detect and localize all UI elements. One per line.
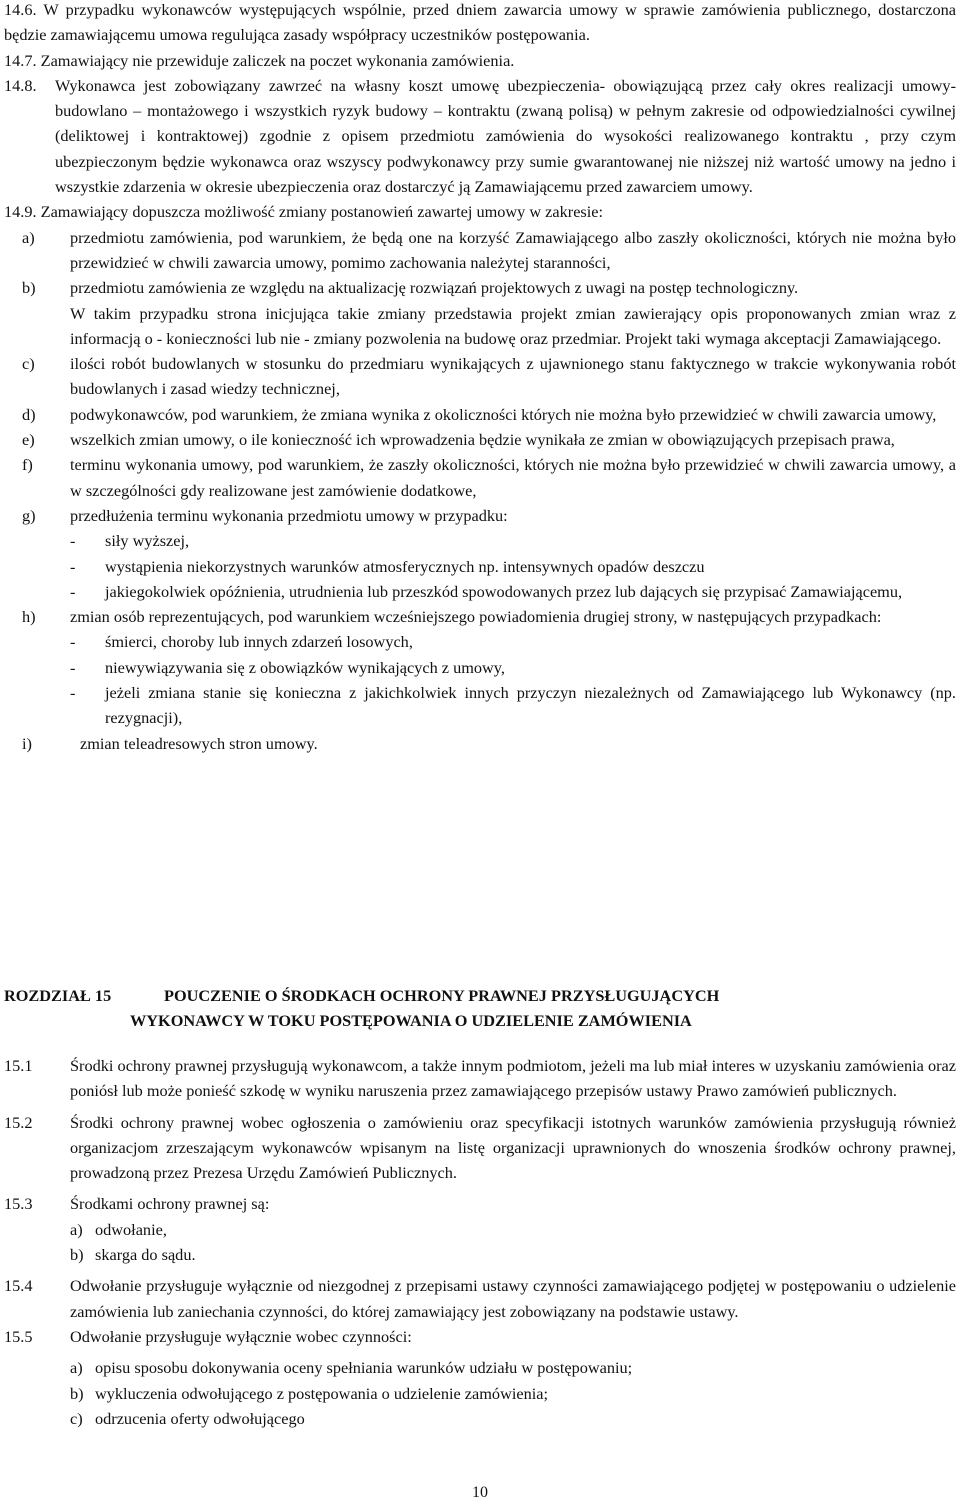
paragraph-number: 15.3 bbox=[4, 1194, 33, 1214]
paragraph-15-5 bbox=[4, 1324, 956, 1349]
paragraph-text: Wykonawca jest zobowiązany zawrzeć na własny koszt umowę ubezpieczenia- obowiązującą przez cały okres realizacji umowy-budowlano – montażowego i wszystkich ryzyk budowy – kontraktu (zwaną polisą) w pełnym zakresie od odpowiedzialności cywilnej (deliktowej i kontraktowej) zgodnie z opisem przedmiotu zamówienia do wysokości realizowanego kontraktu , przy czym ubezpieczonym będzie wykonawca oraz wszyscy podwykonawcy przy sumie gwarantowanej nie niższej niż wartość umowy na jedno i wszystkie zdarzenia w okresie ubezpieczenia oraz dostarczyć ją Zamawiającemu przed zawarciem umowy. bbox=[55, 75, 956, 197]
list-item bbox=[4, 1406, 956, 1431]
dash-text: jakiegokolwiek opóźnienia, utrudnienia lub przeszkód spowodowanych przez lub dających się przypisać Zamawiającemu, bbox=[105, 581, 903, 601]
list-item bbox=[4, 402, 956, 427]
section-14-continued bbox=[4, 0, 956, 756]
paragraph-number: 14.7. bbox=[4, 50, 37, 70]
list-text: ilości robót budowlanych w stosunku do przedmiaru wynikających z ujawnionego stanu faktycznego w trakcie wykonywania robót budowlanych i zasad wiedzy technicznej, bbox=[70, 354, 956, 399]
dash-marker: - bbox=[70, 683, 76, 703]
paragraph-text: W przypadku wykonawców występujących wspólnie, przed dniem zawarcia umowy w sprawie zamówienia publicznego, dostarczona będzie zamawiającemu umowa regulująca zasady współpracy uczestników postępowania. bbox=[4, 0, 956, 45]
list-label: b) bbox=[70, 1245, 84, 1265]
list-text: skarga do sądu. bbox=[95, 1245, 196, 1265]
dash-text: siły wyższej, bbox=[105, 531, 190, 551]
list-label: d) bbox=[22, 404, 36, 424]
list-label: b) bbox=[70, 1383, 84, 1403]
list-label: b) bbox=[22, 278, 36, 298]
paragraph-15-2 bbox=[4, 1110, 956, 1186]
list-text: przedmiotu zamówienia ze względu na aktualizację rozwiązań projektowych z uwagi na postęp technologiczny. bbox=[70, 278, 799, 298]
paragraph-number: 15.2 bbox=[4, 1112, 33, 1132]
paragraph-15-4 bbox=[4, 1273, 956, 1324]
paragraph-14-8 bbox=[4, 73, 956, 199]
list-label: c) bbox=[22, 354, 35, 374]
dash-text: śmierci, choroby lub innych zdarzeń losowych, bbox=[105, 632, 413, 652]
paragraph-15-1 bbox=[4, 1053, 956, 1104]
dash-text: jeżeli zmiana stanie się konieczna z jakichkolwiek innych przyczyn niezależnych od Zamawiającego lub Wykonawcy (np. rezygnacji), bbox=[105, 683, 956, 728]
dash-item bbox=[4, 528, 956, 553]
section-15 bbox=[4, 1053, 956, 1431]
dash-item bbox=[4, 655, 956, 680]
list-label: i) bbox=[22, 733, 32, 753]
dash-marker: - bbox=[70, 531, 76, 551]
list-text: wykluczenia odwołującego z postępowania o udzielenie zamówienia; bbox=[95, 1383, 548, 1403]
paragraph-number: 15.4 bbox=[4, 1276, 33, 1296]
dash-marker: - bbox=[70, 657, 76, 677]
list-text: przedmiotu zamówienia, pod warunkiem, że będą one na korzyść Zamawiającego albo zaszły okoliczności, których nie można było przewidzieć w chwili zawarcia umowy, pomimo zachowania należytej staranności, bbox=[70, 227, 956, 272]
dash-marker: - bbox=[70, 632, 76, 652]
paragraph-number: 15.1 bbox=[4, 1056, 33, 1075]
list-item bbox=[4, 604, 956, 629]
list-item bbox=[4, 275, 956, 351]
paragraph-number: 14.6. bbox=[4, 0, 37, 19]
page-number: 10 bbox=[472, 1484, 488, 1501]
list-text: odwołanie, bbox=[95, 1219, 167, 1239]
dash-marker: - bbox=[70, 556, 76, 576]
list-item bbox=[4, 225, 956, 276]
paragraph-15-3 bbox=[4, 1191, 956, 1216]
list-item bbox=[4, 503, 956, 528]
list-label: e) bbox=[22, 430, 35, 450]
dash-item bbox=[4, 629, 956, 654]
paragraph-text: Środki ochrony prawnej przysługują wykonawcom, a także innym podmiotom, jeżeli ma lub miał interes w uzyskaniu zamówienia oraz poniósł lub może ponieść szkodę w wyniku naruszenia przez zamawiającego przepisów ustawy Prawo zamówień publicznych. bbox=[70, 1056, 956, 1101]
list-item bbox=[4, 351, 956, 402]
list-label: a) bbox=[22, 227, 35, 247]
paragraph-14-9 bbox=[4, 199, 956, 224]
list-item bbox=[4, 427, 956, 452]
chapter-heading bbox=[4, 983, 956, 1033]
list-text: zmian teleadresowych stron umowy. bbox=[80, 733, 318, 753]
dash-marker: - bbox=[70, 581, 76, 601]
paragraph-text: Odwołanie przysługuje wyłącznie wobec czynności: bbox=[70, 1326, 412, 1346]
dash-text: niewywiązywania się z obowiązków wynikających z umowy, bbox=[105, 657, 505, 677]
dash-item bbox=[4, 554, 956, 579]
list-text: opisu sposobu dokonywania oceny spełniania warunków udziału w postępowaniu; bbox=[95, 1358, 633, 1378]
list-item bbox=[4, 452, 956, 503]
list-label: h) bbox=[22, 607, 36, 627]
list-item bbox=[4, 1242, 956, 1267]
paragraph-text: Zamawiający nie przewiduje zaliczek na poczet wykonania zamówienia. bbox=[40, 50, 515, 70]
list-label: a) bbox=[70, 1219, 83, 1239]
list-text: terminu wykonania umowy, pod warunkiem, że zaszły okoliczności, których nie można było przewidzieć w chwili zawarcia umowy, a w szczególności gdy realizowane jest zamówienie dodatkowe, bbox=[70, 455, 956, 500]
list-label: a) bbox=[70, 1358, 83, 1378]
list-text: podwykonawców, pod warunkiem, że zmiana wynika z okoliczności których nie można było przewidzieć w chwili zawarcia umowy, bbox=[70, 404, 937, 424]
list-label: g) bbox=[22, 505, 36, 525]
list-text: odrzucenia oferty odwołującego bbox=[95, 1408, 305, 1428]
list-label: f) bbox=[22, 455, 33, 475]
chapter-title-line-2: WYKONAWCY W TOKU POSTĘPOWANIA O UDZIELENIE ZAMÓWIENIA bbox=[130, 1011, 692, 1030]
list-text: zmian osób reprezentujących, pod warunkiem wcześniejszego powiadomienia drugiej strony, w następujących przypadkach: bbox=[70, 607, 882, 627]
list-item bbox=[4, 1355, 956, 1380]
paragraph-14-6 bbox=[4, 0, 956, 48]
list-text: przedłużenia terminu wykonania przedmiotu umowy w przypadku: bbox=[70, 505, 508, 525]
dash-text: wystąpienia niekorzystnych warunków atmosferycznych np. intensywnych opadów deszczu bbox=[105, 556, 705, 576]
list-item bbox=[4, 1381, 956, 1406]
paragraph-text: Środkami ochrony prawnej są: bbox=[70, 1194, 270, 1214]
dash-item bbox=[4, 680, 956, 731]
chapter-title-line-1: POUCZENIE O ŚRODKACH OCHRONY PRAWNEJ PRZYSŁUGUJĄCYCH bbox=[164, 986, 720, 1005]
paragraph-text: Zamawiający dopuszcza możliwość zmiany postanowień zawartej umowy w zakresie: bbox=[40, 202, 604, 222]
paragraph-number: 14.8. bbox=[4, 75, 37, 95]
paragraph-14-7 bbox=[4, 48, 956, 73]
list-label: c) bbox=[70, 1408, 83, 1428]
chapter-number: ROZDZIAŁ 15 bbox=[4, 986, 112, 1005]
list-text-extra: W takim przypadku strona inicjująca takie zmiany przedstawia projekt zmian zawierający opis proponowanych zmian wraz z informacją o - konieczności lub nie - zmiany pozwolenia na budowę oraz przedmiar. Projekt taki wymaga akceptacji Zamawiającego. bbox=[70, 303, 956, 348]
list-item bbox=[4, 1217, 956, 1242]
paragraph-text: Odwołanie przysługuje wyłącznie od niezgodnej z przepisami ustawy czynności zamawiającego podjętej w postępowaniu o udzielenie zamówienia lub zaniechania czynności, do której zamawiający jest zobowiązany na podstawie ustawy. bbox=[70, 1276, 956, 1321]
paragraph-text: Środki ochrony prawnej wobec ogłoszenia o zamówieniu oraz specyfikacji istotnych warunków zamówienia przysługują również organizacjom zrzeszającym wykonawców wpisanym na listę organizacji uprawnionych do wnoszenia środków ochrony prawnej, prowadzoną przez Prezesa Urzędu Zamówień Publicznych. bbox=[70, 1112, 956, 1183]
dash-item bbox=[4, 579, 956, 604]
paragraph-number: 14.9. bbox=[4, 202, 37, 222]
change-scope-list bbox=[4, 225, 956, 756]
paragraph-number: 15.5 bbox=[4, 1326, 33, 1346]
list-text: wszelkich zmian umowy, o ile konieczność ich wprowadzenia będzie wynikała ze zmian w obowiązujących przepisach prawa, bbox=[70, 430, 895, 450]
list-item bbox=[4, 731, 956, 756]
